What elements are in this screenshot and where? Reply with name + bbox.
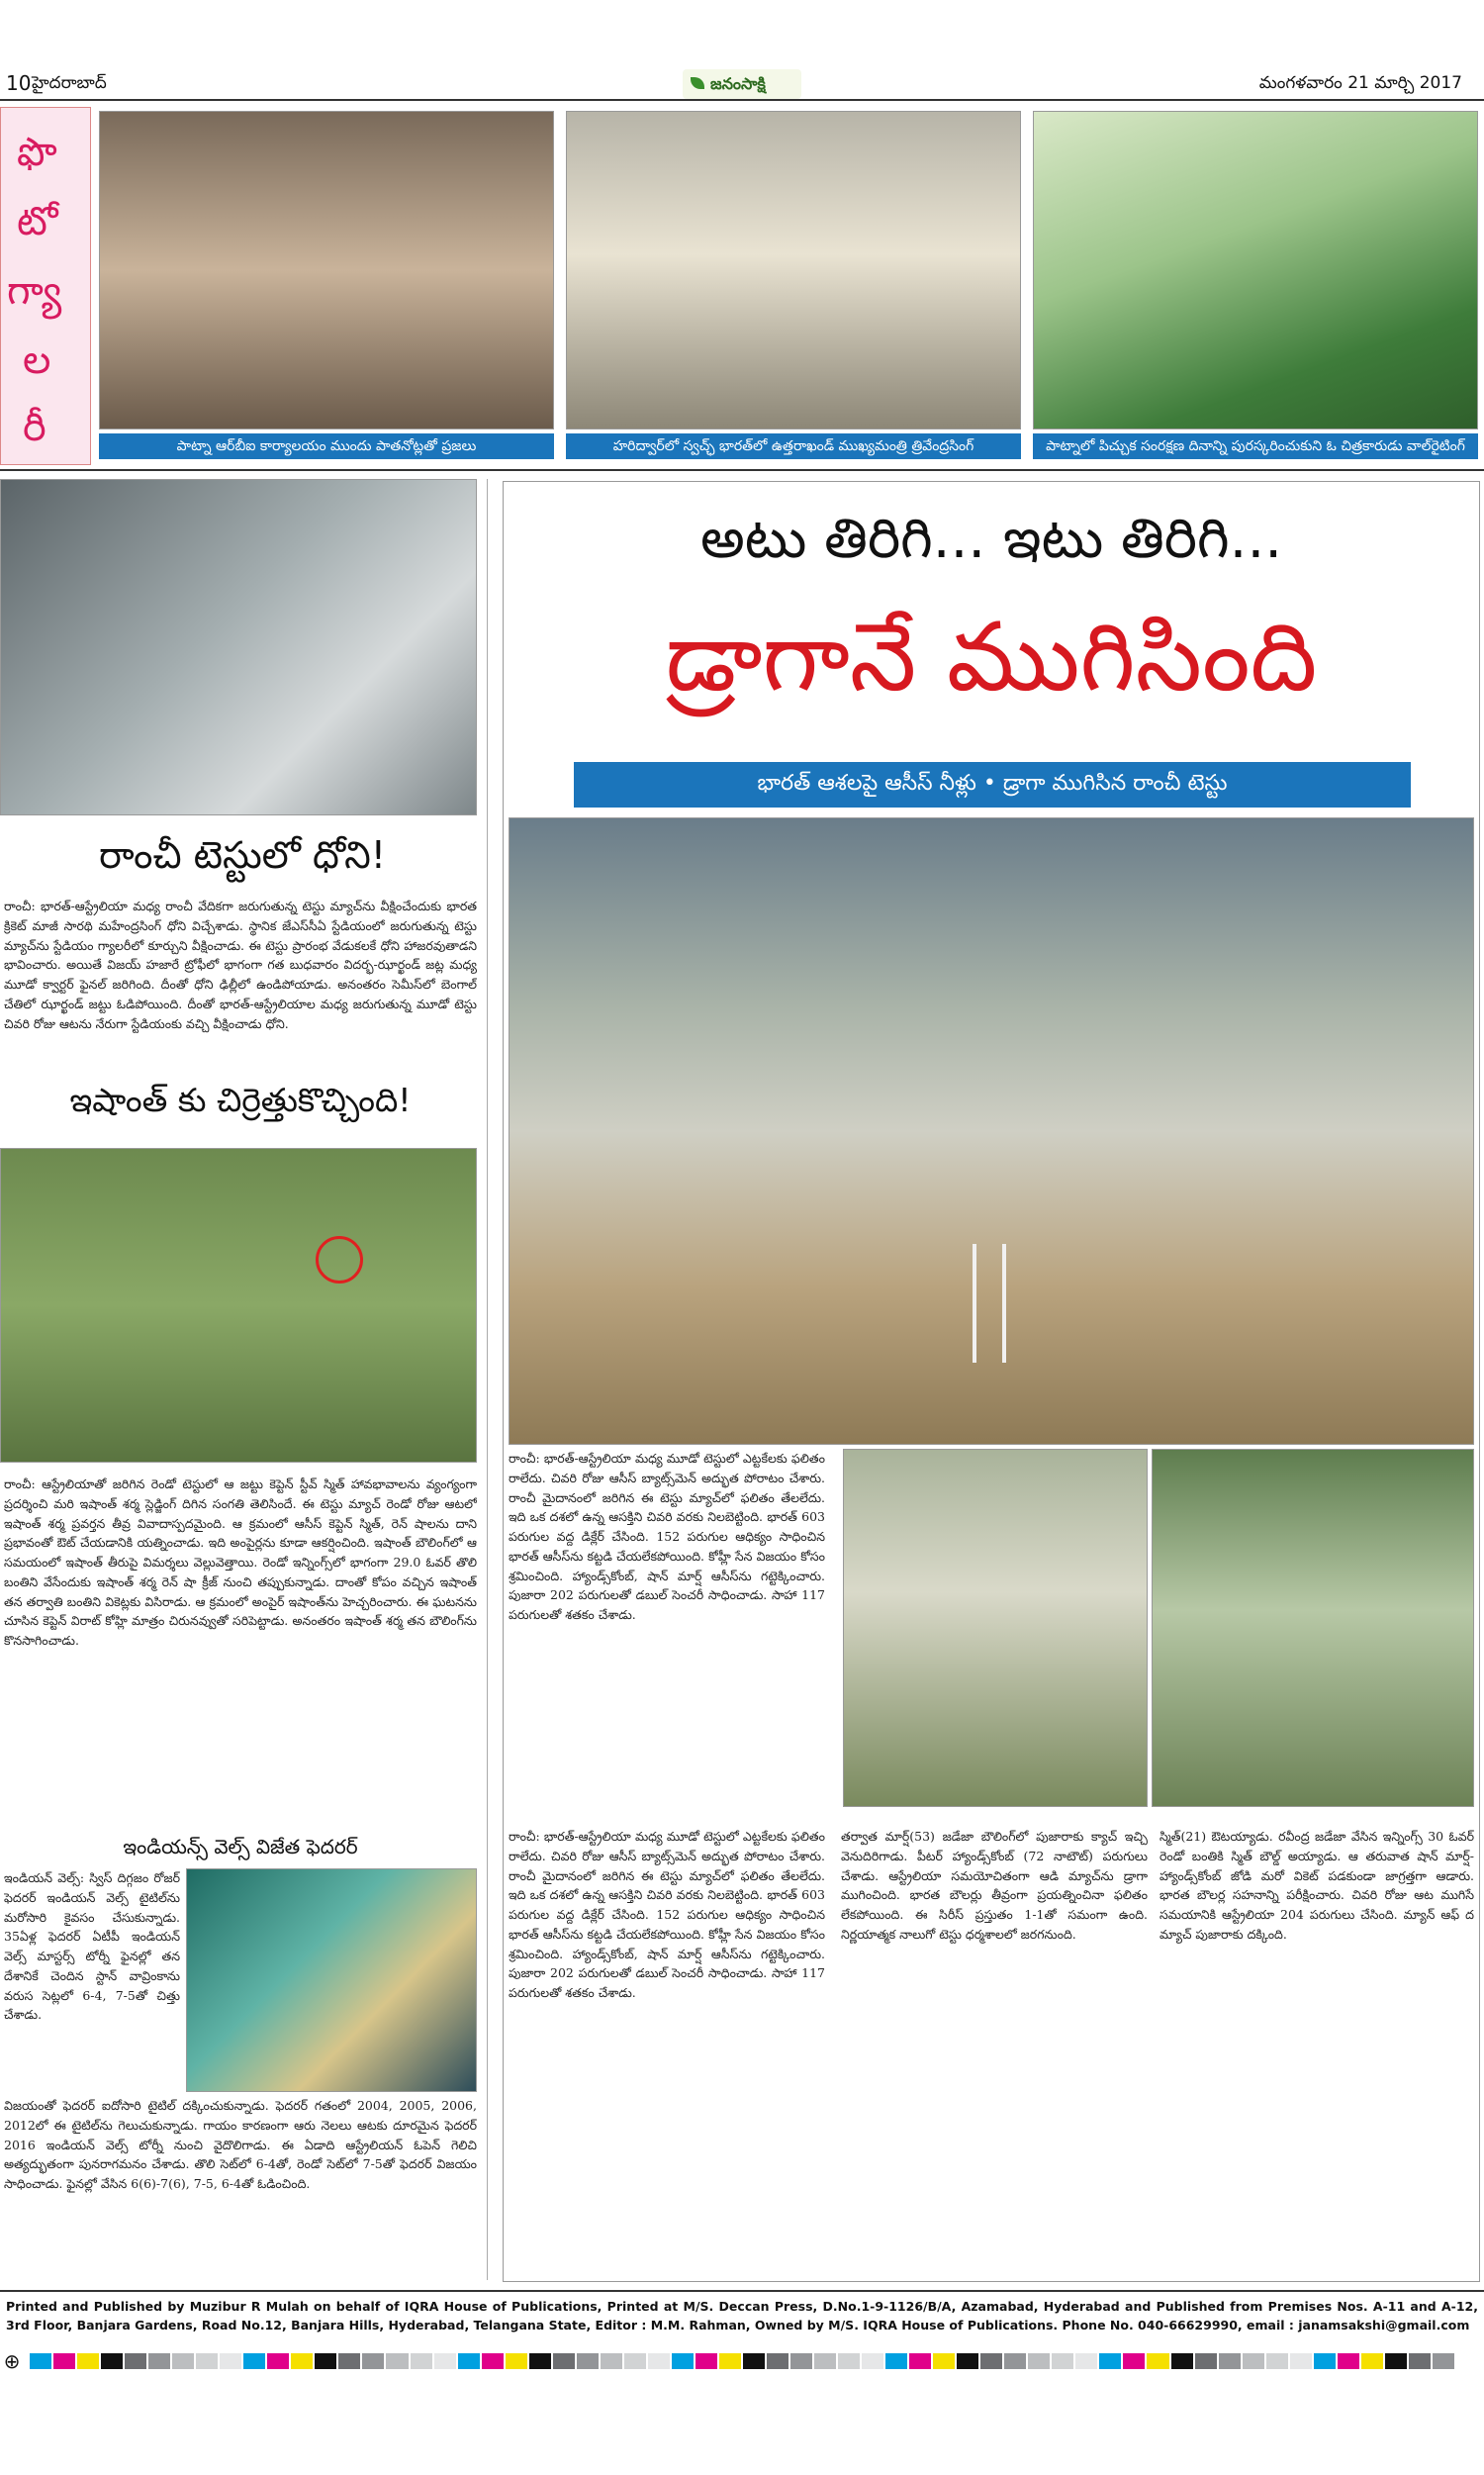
color-swatch [1075,2353,1097,2369]
color-swatch [885,2353,907,2369]
caption-sparrow: పాట్నాలో పిచ్చుక సంరక్షణ దినాన్ని పురస్కరించుకుని ఓ చిత్రకారుడు వాల్‌రైటింగ్ [1033,433,1478,459]
color-swatch [1409,2353,1431,2369]
caption-haridwar: హరిద్వార్‌లో స్వచ్ఛ్ భారత్‌లో ఉత్తరాఖండ్ ముఖ్యమంత్రి త్రివేంద్రసింగ్ [566,433,1021,459]
gallery-label-4: ల [23,337,51,383]
main-col-2: తర్వాత మార్ష్(53) జడేజా బౌలింగ్‌లో పుజారాకు క్యాచ్ ఇచ్చి వెనుదిరిగాడు. పీటర్ హ్యాండ్స్‌కోంబ్ (72 నాటౌట్) పరుగులు చేశాడు. ఆస్ట్రేలియా సమయోచితంగా ఆడి మ్యాచ్‌ను డ్రాగా ముగించింది. భారత బౌలర్లు తీవ్రంగా ప్రయత్నించినా ఫలితం లేకపోయింది. ఈ సిరీస్ ప్రస్తుతం 1-1తో సమంగా ఉంది. నిర్ణయాత్మక నాలుగో టెస్టు ధర్మశాలలో జరగనుంది. [841,1829,1148,1942]
newspaper-logo [683,69,801,99]
color-swatch [624,2353,646,2369]
color-swatch [696,2353,717,2369]
photo-handshake-kohli [1152,1449,1474,1807]
color-swatch [53,2353,75,2369]
dhoni-body: రాంచీ: భారత్-ఆస్ట్రేలియా మధ్య రాంచీ వేదికగా జరుగుతున్న టెస్టు మ్యాచ్‌ను వీక్షించేందుకు భారత క్రికెట్ మాజీ సారథి మహేంద్రసింగ్ ధోని విచ్చేశాడు. స్థానిక జేఎస్‌సీఏ స్టేడియంలో జరుగుతున్న టెస్టు మ్యాచ్‌ను స్టేడియం గ్యాలరీలో కూర్చుని వీక్షించాడు. ఈ టెస్టు ప్రారంభ వేడుకలకే ధోని హాజరవుతాడని భావించారు. అయితే విజయ్ హజారే ట్రోఫీలో భాగంగా గత బుధవారం విదర్భ-ఝార్ఖండ్ జట్ల మధ్య మూడో క్వార్టర్ ఫైనల్ జరిగింది. దీంతో ధోని ఢిల్లీలో ఉండిపోయాడు. అనంతరం సెమీస్‌లో బెంగాల్ చేతిలో ఝార్ఖండ్ జట్టు ఓడిపోయింది. దీంతో భారత్-ఆస్ట్రేలియాల మధ్య జరుగుతున్న మూడో టెస్టు చివరి రోజు ఆటను నేరుగా స్టేడియంకు వచ్చి వీక్షించాడు ధోని. [4,899,477,1031]
color-swatch [1385,2353,1407,2369]
color-swatch [386,2353,408,2369]
color-swatch [1052,2353,1073,2369]
color-swatch [458,2353,480,2369]
issue-date: మంగళవారం 21 మార్చి 2017 [1258,73,1462,93]
photo-federer-trophy [186,1868,477,2092]
photo-dhoni-window [0,479,477,815]
color-swatch [196,2353,218,2369]
color-swatch [411,2353,432,2369]
federer-body-side: ఇండియన్ వెల్స్: స్విస్ దిగ్గజం రోజర్ ఫెదరర్ ఇండియన్ వెల్స్ టైటిల్‌ను మరోసారి కైవసం చేసుకున్నాడు. 35ఏళ్ల ఫెదరర్ ఏటీపీ ఇండియన్ వెల్స్ మాస్టర్స్ టోర్నీ ఫైనల్లో తన దేశానికే చెందిన స్టాన్ వావ్రింకాను వరుస సెట్లలో 6-4, 7-5తో చిత్తు చేశాడు. [4,1870,180,2023]
masthead-rule [0,99,1484,101]
color-swatch [482,2353,504,2369]
gallery-label-1: ఫొ [17,130,57,175]
main-col-3: స్మిత్(21) ఔటయ్యాడు. రవీంద్ర జడేజా వేసిన ఇన్నింగ్స్ 30 ఓవర్ రెండో బంతికి స్మిత్ బౌల్డ్ అయ్యాడు. ఆ తరువాత షాన్ మార్ష్-హ్యాండ్స్‌కోంబ్ జోడి మరో వికెట్ పడకుండా జాగ్రత్తగా ఆడారు. భారత బౌలర్ల సహనాన్ని పరీక్షించారు. చివరి రోజు ఆట ముగిసే సమయానికి ఆస్ట్రేలియా 204 పరుగులు చేసింది. మ్యాన్ ఆఫ్ ద మ్యాచ్ పుజారాకు దక్కింది. [1159,1829,1474,1942]
color-swatch [980,2353,1002,2369]
color-swatch [434,2353,456,2369]
color-swatch [1266,2353,1288,2369]
color-swatch [1219,2353,1241,2369]
color-swatch [909,2353,931,2369]
stumps-icon [973,1244,1006,1363]
color-swatch [101,2353,123,2369]
color-swatch [933,2353,955,2369]
photo-india-appeal-ranchi [509,817,1474,1445]
main-headline: డ్రాగానే ముగిసింది [665,602,1318,713]
color-swatch [315,2353,336,2369]
gallery-label-5: రీ [23,405,46,450]
color-swatch [125,2353,146,2369]
main-col-1: రాంచీ: భారత్-ఆస్ట్రేలియా మధ్య మూడో టెస్టులో ఎట్టకేలకు ఫలితం రాలేదు. చివరి రోజు ఆసీస్ బ్యాట్స్‌మెన్ అద్భుత పోరాటం చేశారు. రాంచీ మైదానంలో జరిగిన ఈ టెస్టు మ్యాచ్‌లో ఫలితం తేలలేదు. ఇది ఒక దశలో ఉన్న ఆసక్తిని చివరి వరకు నిలబెట్టింది. భారత్ 603 పరుగుల వద్ద డిక్లేర్ చేసింది. 152 పరుగుల ఆధిక్యం సాధించిన భారత్ ఆసీస్‌ను కట్టడి చేయలేకపోయింది. కోహ్లీ సేన విజయం కోసం శ్రమించింది. హ్యాండ్స్‌కోంబ్, షాన్ మార్ష్ ఆసీస్‌ను గట్టెక్కించారు. పుజారా 202 పరుగులతో డబుల్ సెంచరీ సాధించాడు. సాహా 117 పరుగులతో శతకం చేశాడు. [509,1451,825,1622]
federer-headline: ఇండియన్స్ వెల్స్ విజేత ఫెదరర్ [123,1835,358,1858]
color-swatch [77,2353,99,2369]
gallery-label-2: టో [17,199,58,244]
color-swatch [814,2353,836,2369]
photo-patna-rbi-queue [99,111,554,429]
photo-haridwar-swachh-bharat [566,111,1021,429]
footer-imprint: Printed and Published by Muzibur R Mulah on behalf of IQRA House of Publications, Printed at M/S. Deccan Press, D.No.1-9-1126/B/A, Azamabad, Hyderabad and Published from Premises Nos. A-11 and A-12, 3rd Floor, Banjara Gardens, Road No.12, Banjara Hills, Hyderabad, Telangana State, Editor : M.M. Rahman, Owned by M/S. IQRA House of Publications. Phone No. 040-66629990, email : janamsakshi@gmail.com [6,2299,1478,2332]
color-swatch [267,2353,289,2369]
color-swatch [1028,2353,1050,2369]
color-swatch [1004,2353,1026,2369]
gallery-bottom-rule [0,469,1484,471]
color-swatch [1123,2353,1145,2369]
color-swatch [362,2353,384,2369]
main-subhead-bar [574,762,1411,808]
color-swatch [601,2353,622,2369]
color-swatch [1147,2353,1168,2369]
caption-patna-rbi: పాట్నా ఆర్‌బీఐ కార్యాలయం ముందు పాతనోట్లతో ప్రజలు [99,433,554,459]
leaf-icon [691,77,704,89]
color-swatch [1290,2353,1312,2369]
color-swatch [529,2353,551,2369]
color-swatch [1361,2353,1383,2369]
color-swatch [172,2353,194,2369]
color-swatch [148,2353,170,2369]
color-swatch [30,2353,51,2369]
photo-gallery-label [0,107,91,465]
federer-body-full: విజయంతో ఫెదరర్ ఐదోసారి టైటిల్ దక్కించుకున్నాడు. ఫెదరర్ గతంలో 2004, 2005, 2006, 2012లో ఈ టైటిల్‌ను గెలుచుకున్నాడు. గాయం కారణంగా ఆరు నెలలు ఆటకు దూరమైన ఫెదరర్ 2016 ఇండియన్ వెల్స్ టోర్నీ నుంచి వైదొలిగాడు. ఈ ఏడాది ఆస్ట్రేలియన్ ఓపెన్ గెలిచి అత్యద్భుతంగా పునరాగమనం చేశాడు. తొలి సెట్‌లో 6-4తో, రెండో సెట్‌లో 7-5తో ఫెదరర్ విజయం సాధించాడు. ఫైనల్లో వేసిన 6(6)-7(6), 7-5, 6-4తో ఓడించింది. [4,2098,477,2191]
gallery-label-3: గ్యా [7,268,62,314]
paper-name: జనంసాక్షి [710,74,766,93]
color-swatch [220,2353,241,2369]
color-swatch [506,2353,527,2369]
color-swatch [767,2353,788,2369]
main-col-1-continued: రాంచీ: భారత్-ఆస్ట్రేలియా మధ్య మూడో టెస్టులో ఎట్టకేలకు ఫలితం రాలేదు. చివరి రోజు ఆసీస్ బ్యాట్స్‌మెన్ అద్భుత పోరాటం చేశారు. రాంచీ మైదానంలో జరిగిన ఈ టెస్టు మ్యాచ్‌లో ఫలితం తేలలేదు. ఇది ఒక దశలో ఉన్న ఆసక్తిని చివరి వరకు నిలబెట్టింది. భారత్ 603 పరుగుల వద్ద డిక్లేర్ చేసింది. 152 పరుగుల ఆధిక్యం సాధించిన భారత్ ఆసీస్‌ను కట్టడి చేయలేకపోయింది. కోహ్లీ సేన విజయం కోసం శ్రమించింది. హ్యాండ్స్‌కోంబ్, షాన్ మార్ష్ ఆసీస్‌ను గట్టెక్కించారు. పుజారా 202 పరుగులతో డబుల్ సెంచరీ సాధించాడు. సాహా 117 పరుగులతో శతకం చేశాడు. [509,1829,825,2000]
color-swatch [1433,2353,1454,2369]
color-swatch [291,2353,313,2369]
photo-australian-batsmen-running [843,1449,1148,1807]
masthead [0,0,1484,99]
page-city: హైదరాబాద్ [32,73,107,93]
color-swatch [838,2353,860,2369]
photo-ishant-pitch [0,1148,477,1463]
color-swatch [553,2353,575,2369]
color-swatch [672,2353,694,2369]
page-number: 10 [6,71,32,95]
color-swatch [957,2353,978,2369]
color-swatch [1195,2353,1217,2369]
color-boxes [30,2353,1454,2369]
footer-rule [0,2290,1484,2292]
color-swatch [338,2353,360,2369]
color-swatch [719,2353,741,2369]
photo-sparrow-wall-painting [1033,111,1478,429]
dhoni-headline: రాంచీ టెస్టులో ధోని! [98,833,386,877]
color-swatch [1099,2353,1121,2369]
ishant-body: రాంచీ: ఆస్ట్రేలియాతో జరిగిన రెండో టెస్టులో ఆ జట్టు కెప్టెన్ స్టీవ్ స్మిత్ హావభావాలను వ్యంగ్యంగా ప్రదర్శించి మరి ఇషాంత్ శర్మ స్లెడ్జింగ్ దిగిన సంగతి తెలిసిందే. ఈ టెస్టు మ్యాచ్ రెండో రోజు ఆటలో ఇషాంత్ శర్మ ప్రవర్తన తీవ్ర వివాదాస్పదమైంది. ఆ క్రమంలో ఆసీస్ కెప్టెన్ స్మిత్, రెన్ షాలను దాని ప్రభావంతో ఔట్ చేయడానికి యత్నించాడు. ఇది అంపైర్లను కూడా ఆకర్షించింది. ఇషాంత్ బౌలింగ్‌లో ఆ సమయంలో ఇషాంత్ తీరుపై విమర్శలు వెల్లువెత్తాయి. రెండో ఇన్నింగ్స్‌లో భాగంగా 29.0 ఓవర్ తొలి బంతిని వేసేందుకు ఇషాంత్ శర్మ రెన్ షా క్రీజ్ నుంచి తప్పుకున్నాడు. దాంతో కోపం వచ్చిన ఇషాంత్ తన తర్వాతి బంతిని వికెట్లకు విసిరాడు. ఆ క్రమంలో అంపైర్ ఇషాంత్‌ను హెచ్చరించారు. ఈ ఘటనను చూసిన కెప్టెన్ విరాట్ కోహ్లి మాత్రం చిరునవ్వుతో సరిపెట్టాడు. అనంతరం ఇషాంత్ శర్మ తన బౌలింగ్‌ను కొనసాగించాడు. [4,1476,477,1648]
ishant-headline: ఇషాంత్ కు చిర్రెత్తుకొచ్చింది! [69,1081,412,1119]
color-swatch [648,2353,670,2369]
color-swatch [743,2353,765,2369]
color-swatch [1314,2353,1336,2369]
color-swatch [1171,2353,1193,2369]
registration-mark-icon: ⊕ [3,2349,21,2373]
highlight-circle-icon [316,1236,363,1284]
color-swatch [243,2353,265,2369]
color-swatch [577,2353,599,2369]
color-swatch [790,2353,812,2369]
main-subhead: భారత్ ఆశలపై ఆసీస్ నీళ్లు • డ్రాగా ముగిసిన రాంచీ టెస్టు [757,771,1228,796]
main-kicker: అటు తిరిగి... ఇటు తిరిగి... [699,507,1283,571]
color-swatch [1338,2353,1359,2369]
color-swatch [1243,2353,1264,2369]
column-divider [487,479,488,2280]
color-swatch [862,2353,883,2369]
